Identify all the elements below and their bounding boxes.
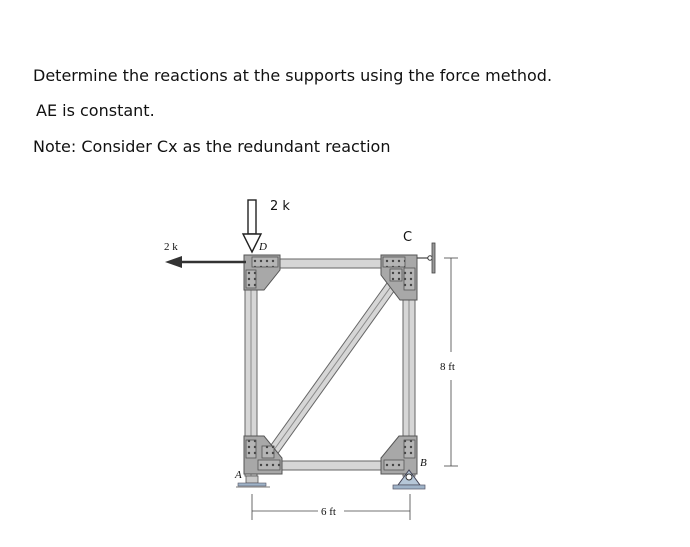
joint-c-label: C (403, 230, 413, 245)
dim-height-label: 8 ft (440, 361, 455, 373)
load-vertical-label: 2 k (270, 199, 290, 214)
load-horizontal-arrow (165, 256, 246, 268)
joint-b-label: B (420, 457, 427, 469)
joint-d-label: D (259, 241, 267, 253)
problem-condition: AE is constant. (36, 101, 155, 120)
problem-note: Note: Consider Cx as the redundant reaction (33, 137, 391, 156)
joint-a-label: A (235, 469, 242, 481)
support-c (417, 243, 435, 273)
dimensions (252, 258, 458, 520)
dim-width-label: 6 ft (321, 506, 336, 518)
load-horizontal-label: 2 k (164, 241, 178, 253)
problem-statement: Determine the reactions at the supports using the force method. (33, 66, 553, 85)
